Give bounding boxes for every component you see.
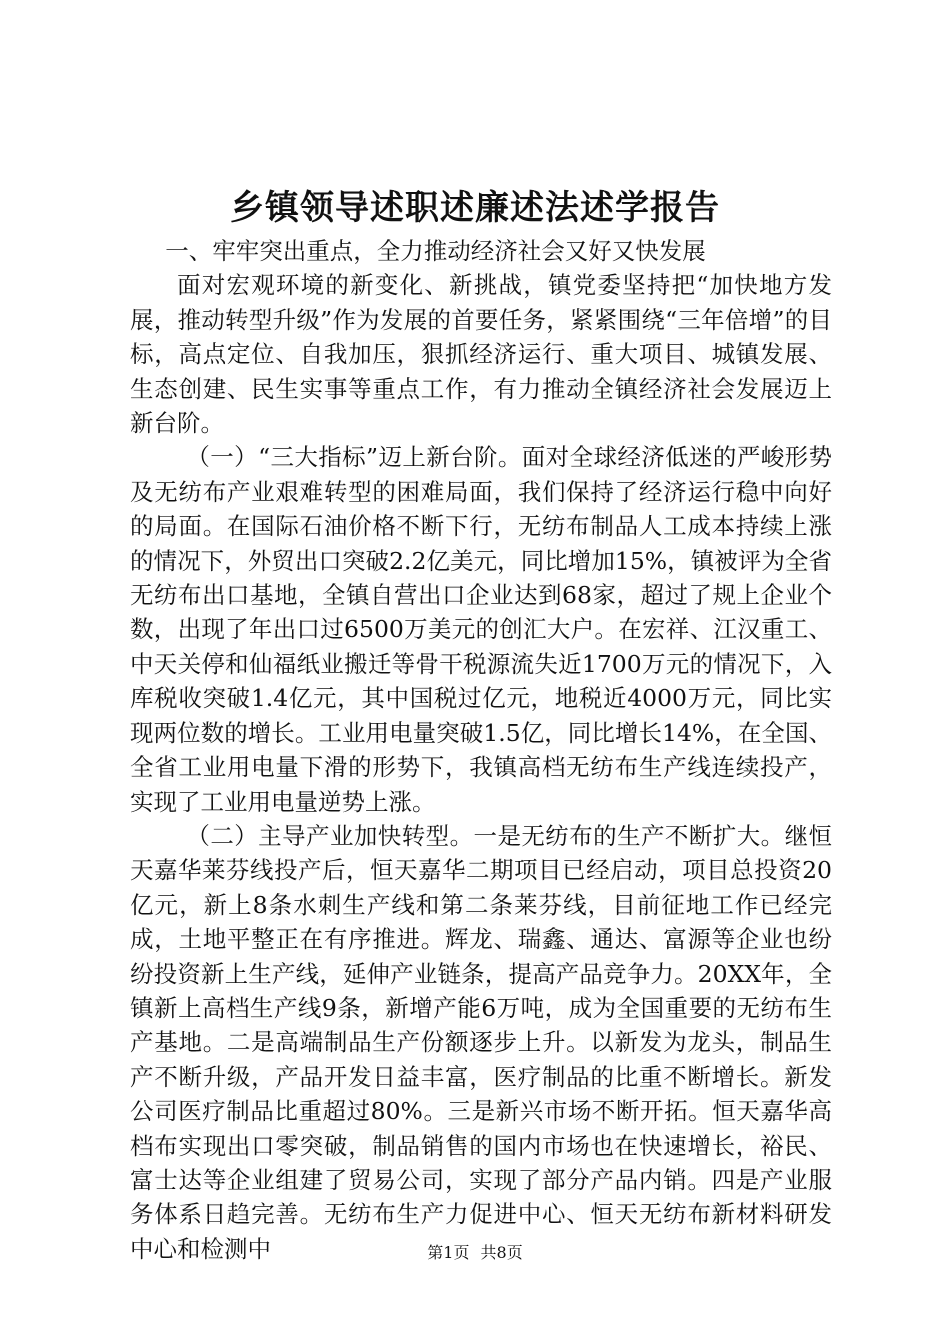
body-paragraph: 面对宏观环境的新变化、新挑战，镇党委坚持把“加快地方发展，推动转型升级”作为发展的首要任务，紧紧围绕“三年倍增”的目标，高点定位、自我加压，狠抓经济运行、重大项目、城镇发展、生态创建、民生实事等重点工作，有力推动全镇经济社会发展迈上新台阶。 bbox=[130, 271, 832, 438]
body-paragraph: （一）“三大指标”迈上新台阶。面对全球经济低迷的严峻形势及无纺布产业艰难转型的困难局面，我们保持了经济运行稳中向好的局面。在国际石油价格不断下行，无纺布制品人工成本持续上涨的情况下，外贸出口突破2.2亿美元，同比增加15%，镇被评为全省无纺布出口基地，全镇自营出口企业达到68家，超过了规上企业个数，出现了年出口过6500万美元的创汇大户。在宏祥、江汉重工、中天关停和仙福纸业搬迁等骨干税源流失近1700万元的情况下，入库税收突破1.4亿元，其中国税过亿元，地税近4000万元，同比实现两位数的增长。工业用电量突破1.5亿，同比增长14%，在全国、全省工业用电量下滑的形势下，我镇高档无纺布生产线连续投产，实现了工业用电量逆势上涨。 bbox=[130, 443, 832, 816]
document-body bbox=[130, 234, 832, 1266]
page-number: 第1页 bbox=[427, 1243, 470, 1262]
section-heading: 一、牢牢突出重点，全力推动经济社会又好又快发展 bbox=[165, 237, 706, 265]
page-total: 共8页 bbox=[480, 1243, 523, 1262]
document-title: 乡镇领导述职述廉述法述学报告 bbox=[230, 188, 720, 228]
page-footer bbox=[0, 1241, 950, 1265]
body-paragraph: （二）主导产业加快转型。一是无纺布的生产不断扩大。继恒天嘉华莱芬线投产后，恒天嘉华二期项目已经启动，项目总投资20亿元，新上8条水刺生产线和第二条莱芬线，目前征地工作已经完成，土地平整正在有序推进。辉龙、瑞鑫、通达、富源等企业也纷纷投资新上生产线，延伸产业链条，提高产品竞争力。20XX年，全镇新上高档生产线9条，新增产能6万吨，成为全国重要的无纺布生产基地。二是高端制品生产份额逐步上升。以新发为龙头，制品生产不断升级，产品开发日益丰富，医疗制品的比重不断增长。新发公司医疗制品比重超过80%。三是新兴市场不断开拓。恒天嘉华高档布实现出口零突破，制品销售的国内市场也在快速增长，裕民、富士达等企业组建了贸易公司，实现了部分产品内销。四是产业服务体系日趋完善。无纺布生产力促进中心、恒天无纺布新材料研发中心和检测中 bbox=[130, 821, 832, 1263]
